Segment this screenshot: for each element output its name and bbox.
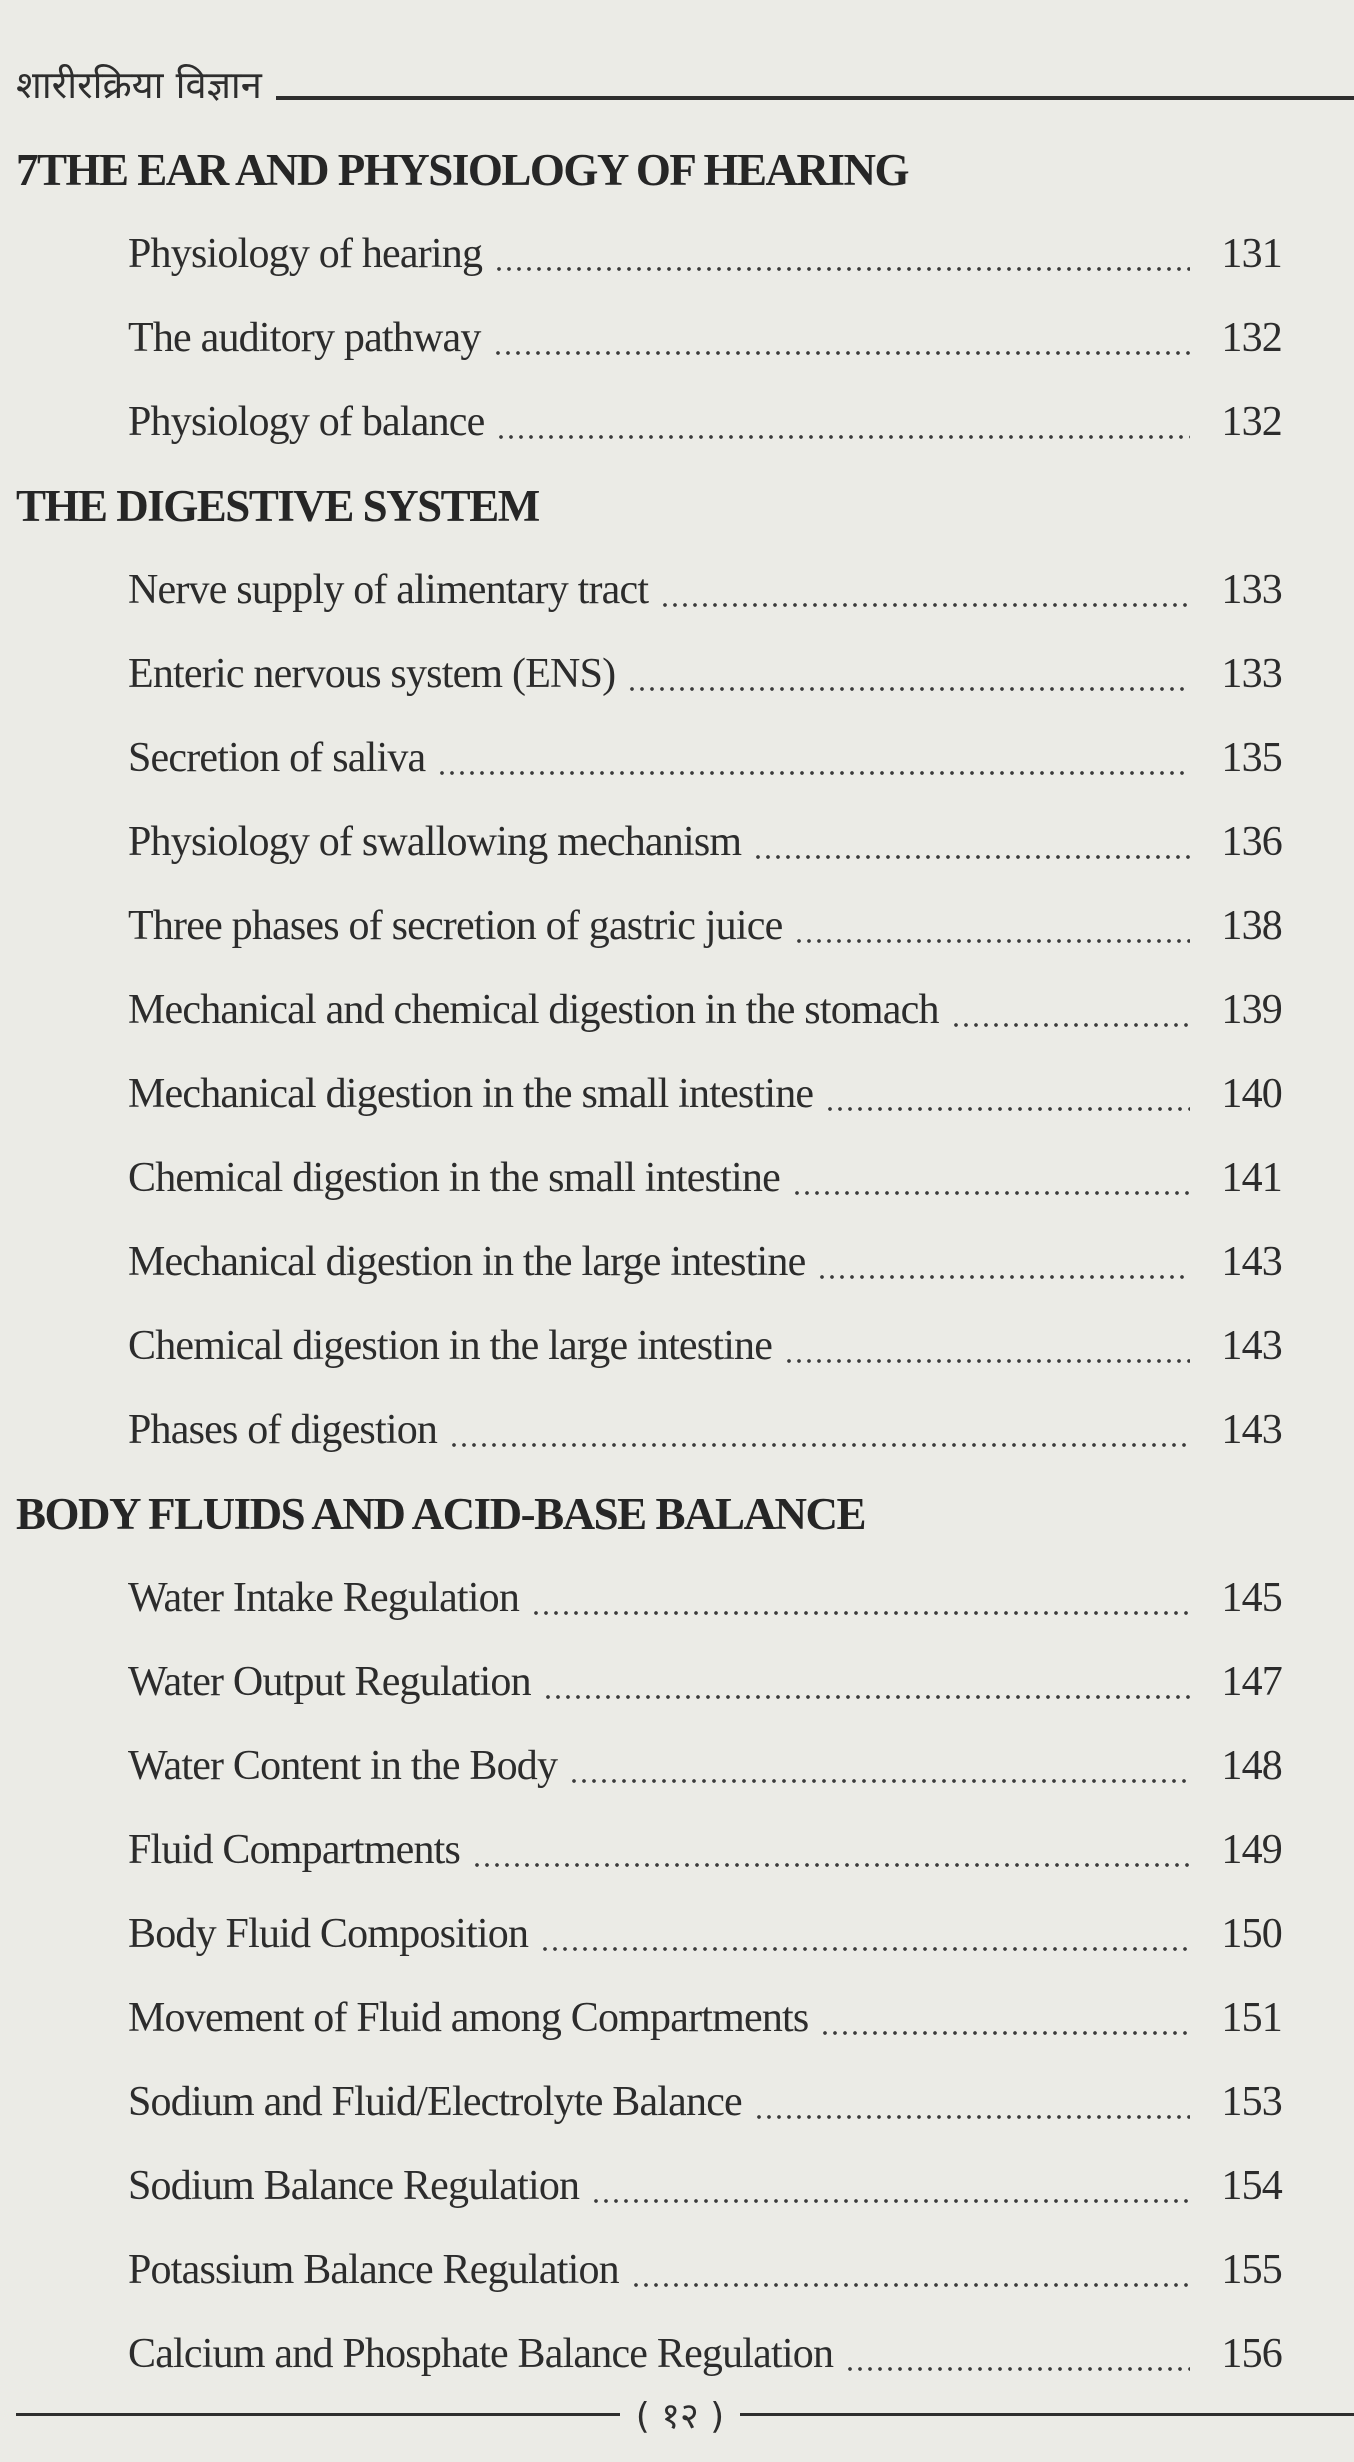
toc-entry (0, 1892, 1354, 1976)
entry-title: Sodium and Fluid/Electrolyte Balance (128, 2079, 742, 2125)
dot-leader (472, 1850, 1190, 1870)
entry-title: Water Intake Regulation (128, 1575, 520, 1621)
entry-title: Physiology of swallowing mechanism (128, 819, 742, 865)
toc-entry (0, 884, 1354, 968)
toc-entry (0, 1220, 1354, 1304)
dot-leader (631, 2270, 1190, 2290)
toc-entry (0, 1808, 1354, 1892)
toc-entry (0, 800, 1354, 884)
entry-page-number: 132 (1221, 399, 1282, 445)
entry-title: Nerve supply of alimentary tract (128, 567, 649, 613)
entry-page-number: 151 (1221, 1995, 1282, 2041)
entry-page-number: 138 (1221, 903, 1282, 949)
entry-title: Phases of digestion (128, 1407, 438, 1453)
dot-leader (531, 1598, 1190, 1618)
dot-leader (660, 590, 1190, 610)
entry-page-number: 153 (1221, 2079, 1282, 2125)
dot-leader (820, 2018, 1190, 2038)
entry-title: Enteric nervous system (ENS) (128, 651, 616, 697)
entry-page-number: 148 (1221, 1743, 1282, 1789)
toc-entry (0, 716, 1354, 800)
dot-leader (449, 1430, 1190, 1450)
entry-page-number: 143 (1221, 1239, 1282, 1285)
toc-entry (0, 1052, 1354, 1136)
entry-title: Physiology of hearing (128, 231, 483, 277)
dot-leader (591, 2186, 1190, 2206)
toc-entry (0, 2144, 1354, 2228)
dot-leader (951, 1010, 1190, 1030)
entry-title: The auditory pathway (128, 315, 481, 361)
toc-entry (0, 1724, 1354, 1808)
section-heading: 7THE EAR AND PHYSIOLOGY OF HEARING (16, 145, 909, 195)
entry-page-number: 143 (1221, 1407, 1282, 1453)
dot-leader (753, 842, 1190, 862)
footer-rule-left (16, 2413, 620, 2416)
entry-title: Potassium Balance Regulation (128, 2247, 619, 2293)
entry-page-number: 133 (1221, 567, 1282, 613)
entry-title: Body Fluid Composition (128, 1911, 529, 1957)
entry-title: Sodium Balance Regulation (128, 2163, 580, 2209)
entry-title: Water Content in the Body (128, 1743, 558, 1789)
entry-title: Secretion of saliva (128, 735, 426, 781)
toc-entry (0, 380, 1354, 464)
dot-leader (784, 1346, 1190, 1366)
entry-title: Water Output Regulation (128, 1659, 531, 1705)
entry-page-number: 132 (1221, 315, 1282, 361)
toc-entry (0, 1976, 1354, 2060)
entry-title: Three phases of secretion of gastric juice (128, 903, 783, 949)
running-head (16, 54, 1354, 107)
dot-leader (825, 1094, 1190, 1114)
dot-leader (569, 1766, 1190, 1786)
entry-page-number: 133 (1221, 651, 1282, 697)
dot-leader (792, 1178, 1190, 1198)
entry-title: Chemical digestion in the large intestine (128, 1323, 773, 1369)
dot-leader (437, 758, 1190, 778)
entry-page-number: 136 (1221, 819, 1282, 865)
entry-page-number: 155 (1221, 2247, 1282, 2293)
dot-leader (493, 338, 1190, 358)
entry-title: Calcium and Phosphate Balance Regulation (128, 2331, 834, 2377)
dot-leader (494, 254, 1190, 274)
toc-entry (0, 1556, 1354, 1640)
dot-leader (754, 2102, 1190, 2122)
entry-page-number: 150 (1221, 1911, 1282, 1957)
toc-entry (0, 1388, 1354, 1472)
entry-page-number: 145 (1221, 1575, 1282, 1621)
page-footer (0, 2384, 1354, 2444)
dot-leader (794, 926, 1190, 946)
entry-page-number: 140 (1221, 1071, 1282, 1117)
toc-entry (0, 1640, 1354, 1724)
section-heading: THE DIGESTIVE SYSTEM (16, 481, 539, 531)
running-head-rule (276, 96, 1354, 100)
table-of-contents (0, 128, 1354, 2396)
dot-leader (817, 1262, 1190, 1282)
toc-entry (0, 548, 1354, 632)
entry-title: Mechanical and chemical digestion in the stomach (128, 987, 939, 1033)
running-head-title: शारीरक्रिया विज्ञान (16, 63, 262, 107)
toc-entry (0, 968, 1354, 1052)
entry-page-number: 143 (1221, 1323, 1282, 1369)
entry-page-number: 139 (1221, 987, 1282, 1033)
entry-title: Movement of Fluid among Compartments (128, 1995, 809, 2041)
dot-leader (543, 1682, 1190, 1702)
toc-entry (0, 2228, 1354, 2312)
entry-title: Mechanical digestion in the large intestine (128, 1239, 806, 1285)
entry-title: Mechanical digestion in the small intestine (128, 1071, 814, 1117)
toc-entry (0, 1136, 1354, 1220)
entry-page-number: 154 (1221, 2163, 1282, 2209)
page-number: ( १२ ) (635, 2395, 725, 2437)
entry-title: Chemical digestion in the small intestine (128, 1155, 780, 1201)
dot-leader (627, 674, 1190, 694)
entry-title: Physiology of balance (128, 399, 485, 445)
entry-page-number: 147 (1221, 1659, 1282, 1705)
toc-entry (0, 2060, 1354, 2144)
toc-entry (0, 296, 1354, 380)
toc-entry (0, 212, 1354, 296)
entry-page-number: 156 (1221, 2331, 1282, 2377)
entry-page-number: 135 (1221, 735, 1282, 781)
entry-page-number: 141 (1221, 1155, 1282, 1201)
toc-entry (0, 1304, 1354, 1388)
dot-leader (845, 2354, 1190, 2374)
entry-title: Fluid Compartments (128, 1827, 461, 1873)
dot-leader (496, 422, 1190, 442)
dot-leader (540, 1934, 1190, 1954)
toc-entry (0, 632, 1354, 716)
entry-page-number: 131 (1221, 231, 1282, 277)
section-heading: BODY FLUIDS AND ACID-BASE BALANCE (16, 1489, 865, 1539)
entry-page-number: 149 (1221, 1827, 1282, 1873)
footer-rule-right (740, 2413, 1354, 2416)
